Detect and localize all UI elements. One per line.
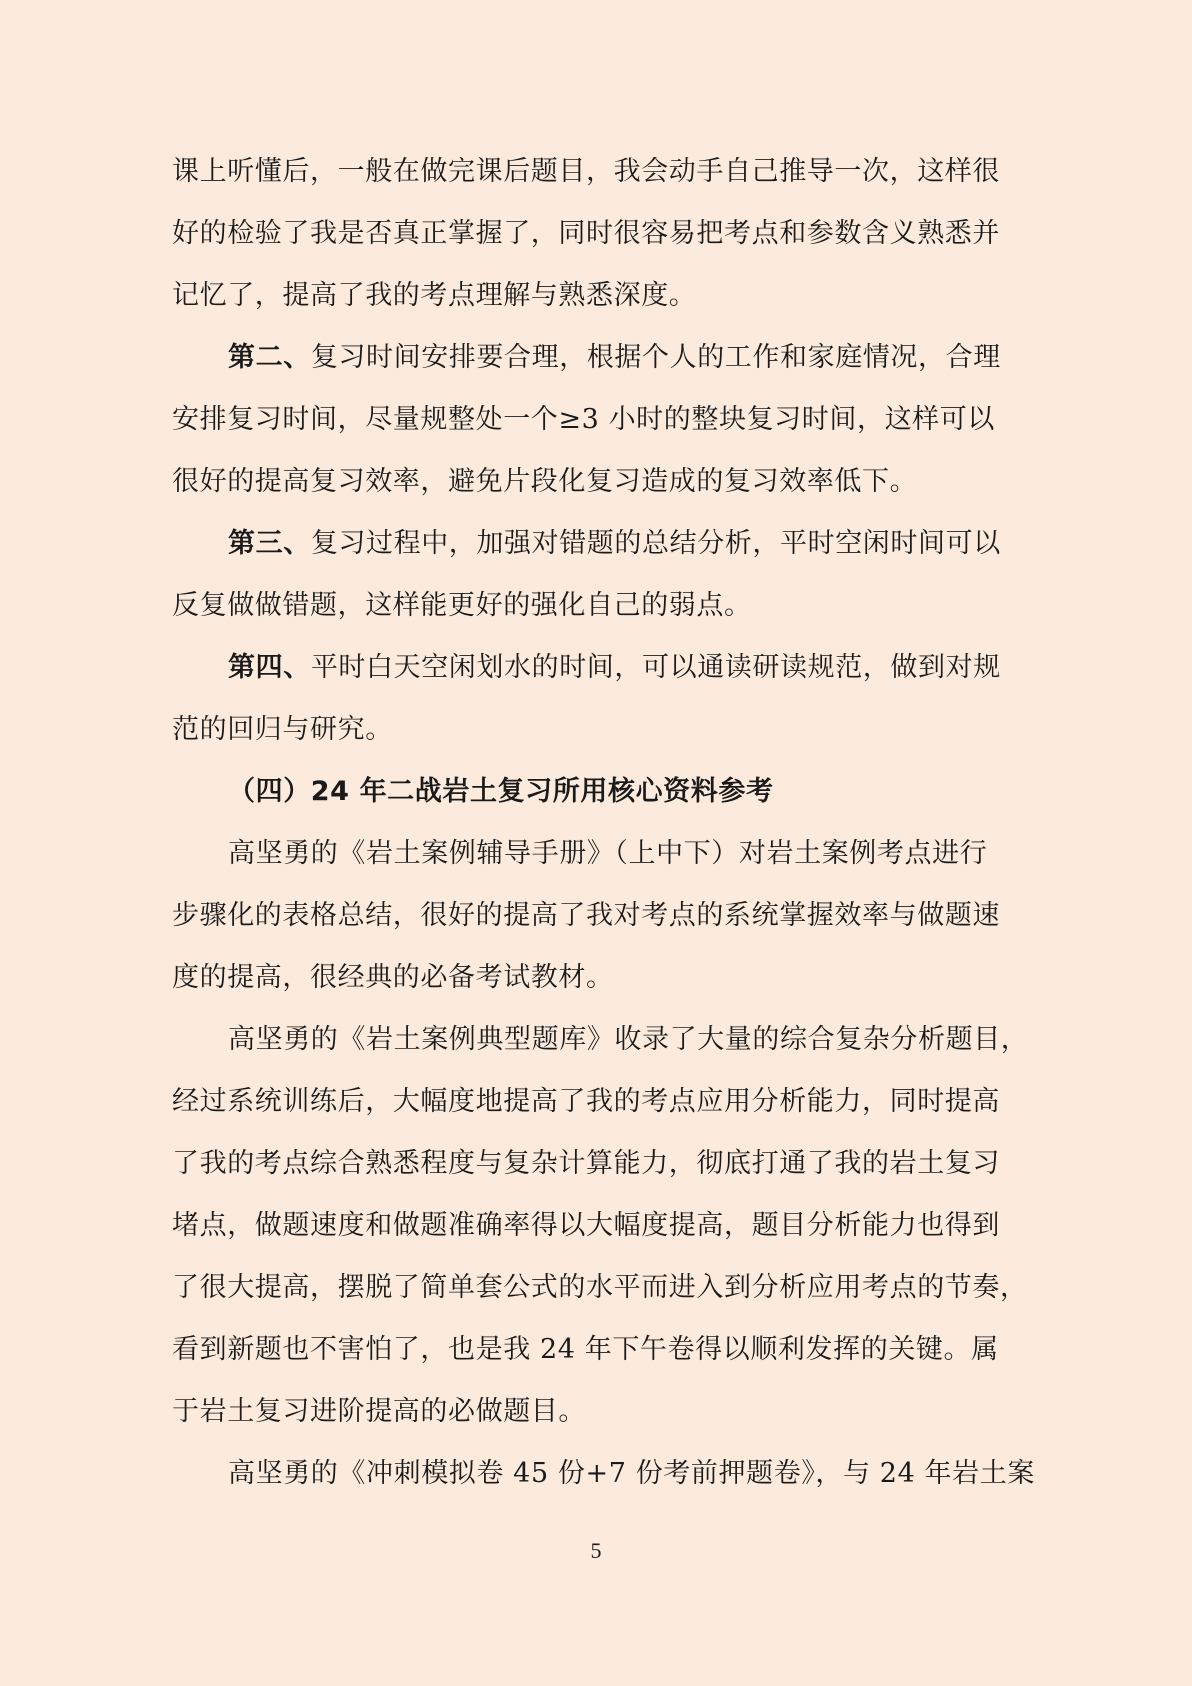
text-run: 复习过程中，加强对错题的总结分析，平时空闲时间可以 xyxy=(310,528,1001,559)
paragraph-fourth xyxy=(172,637,1012,699)
text-line: 了我的考点综合熟悉程度与复杂计算能力，彻底打通了我的岩土复习 xyxy=(172,1148,1000,1179)
text-run: 平时白天空闲划水的时间，可以通读研读规范，做到对规 xyxy=(310,652,1001,683)
text-line: 度的提高，很经典的必备考试教材。 xyxy=(172,962,614,993)
paragraph-second xyxy=(172,327,1012,389)
paragraph-third xyxy=(172,513,1012,575)
point-label: 第四、 xyxy=(228,652,311,683)
text-line: 高坚勇的《岩土案例典型题库》收录了大量的综合复杂分析题目， xyxy=(228,1024,1029,1055)
page-number: 5 xyxy=(590,1538,602,1563)
text-line: 范的回归与研究。 xyxy=(172,714,393,745)
text-line: 看到新题也不害怕了，也是我 24 年下午卷得以顺利发挥的关键。属 xyxy=(172,1334,999,1365)
text-line: 高坚勇的《岩土案例辅导手册》（上中下）对岩土案例考点进行 xyxy=(228,838,988,869)
point-label: 第二、 xyxy=(228,342,311,373)
section-heading: （四）24 年二战岩土复习所用核心资料参考 xyxy=(228,776,774,807)
text-line: 步骤化的表格总结，很好的提高了我对考点的系统掌握效率与做题速 xyxy=(172,900,1000,931)
text-line: 很好的提高复习效率，避免片段化复习造成的复习效率低下。 xyxy=(172,466,918,497)
point-label: 第三、 xyxy=(228,528,311,559)
text-run: 复习时间安排要合理，根据个人的工作和家庭情况，合理 xyxy=(310,342,1001,373)
text-line: 经过系统训练后，大幅度地提高了我的考点应用分析能力，同时提高 xyxy=(172,1086,1000,1117)
text-line: 好的检验了我是否真正掌握了，同时很容易把考点和参数含义熟悉并 xyxy=(172,218,1000,249)
body-text xyxy=(172,141,1035,1505)
text-line: 安排复习时间，尽量规整处一个≥3 小时的整块复习时间，这样可以 xyxy=(172,404,995,435)
text-line: 记忆了，提高了我的考点理解与熟悉深度。 xyxy=(172,280,697,311)
text-line: 了很大提高，摆脱了简单套公式的水平而进入到分析应用考点的节奏， xyxy=(172,1272,1028,1303)
text-line: 高坚勇的《冲刺模拟卷 45 份+7 份考前押题卷》，与 24 年岩土案 xyxy=(228,1458,1035,1489)
text-line: 堵点，做题速度和做题准确率得以大幅度提高，题目分析能力也得到 xyxy=(172,1210,1000,1241)
text-line: 于岩土复习进阶提高的必做题目。 xyxy=(172,1396,586,1427)
text-line: 反复做做错题，这样能更好的强化自己的弱点。 xyxy=(172,590,752,621)
text-line: 课上听懂后，一般在做完课后题目，我会动手自己推导一次，这样很 xyxy=(172,156,1000,187)
